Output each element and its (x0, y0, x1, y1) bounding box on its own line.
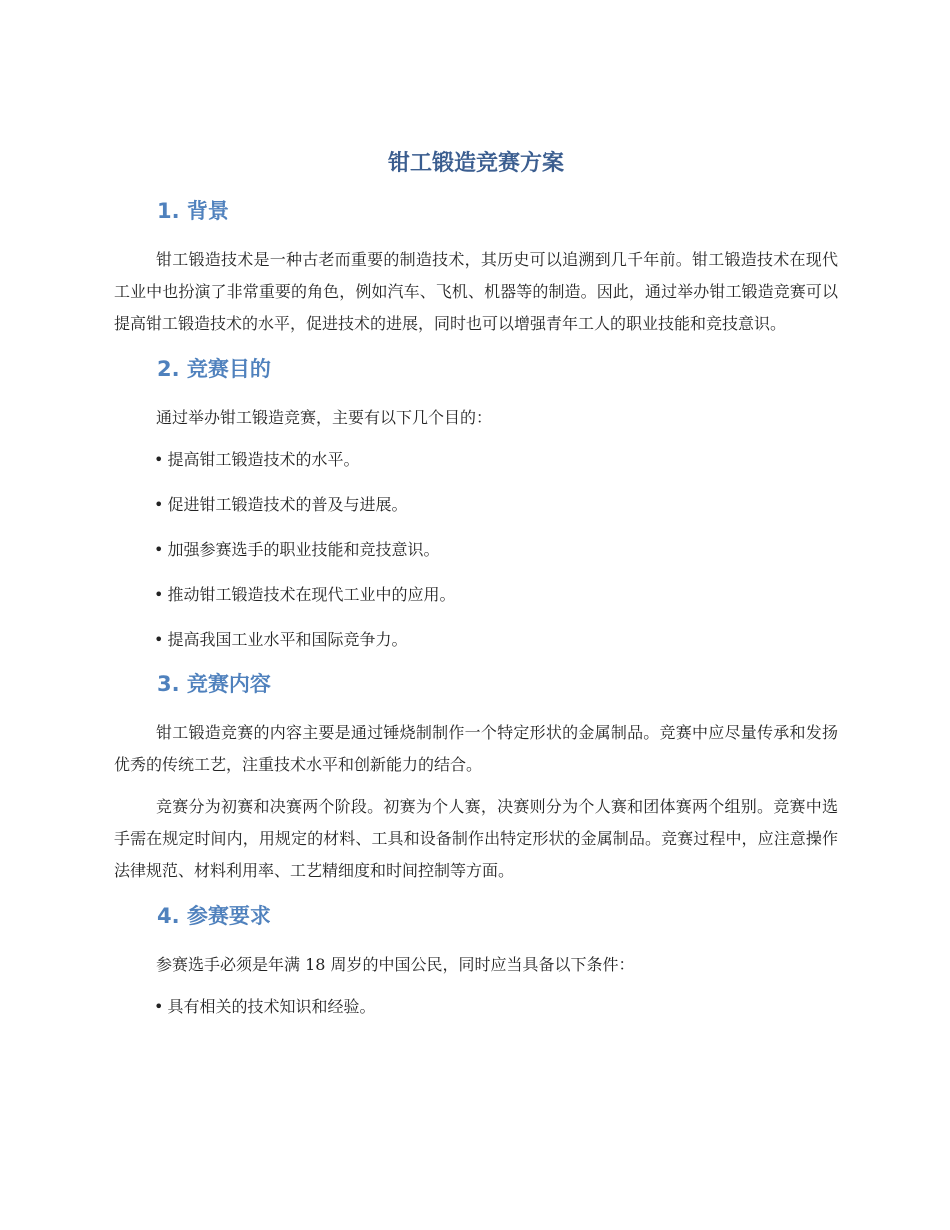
section-heading: 3. 竞赛内容 (157, 672, 271, 696)
paragraph: 竞赛分为初赛和决赛两个阶段。初赛为个人赛，决赛则分为个人赛和团体赛两个组别。竞赛中选手需在规定时间内，用规定的材料、工具和设备制作出特定形状的金属制品。竞赛过程中，应注意操作法律规范、材料利用率、工艺精细度和时间控制等方面。 (114, 797, 838, 880)
list-item (154, 489, 838, 521)
paragraph: 通过举办钳工锻造竞赛，主要有以下几个目的： (156, 408, 493, 427)
list-item-text: 提高钳工锻造技术的水平。 (167, 450, 360, 469)
list-item (154, 534, 838, 566)
bullet-icon: • (154, 495, 164, 514)
section-purpose (114, 354, 838, 656)
section-background (114, 196, 838, 340)
document-page (114, 148, 838, 1036)
section-content (114, 669, 838, 887)
document-title: 钳工锻造竞赛方案 (387, 151, 564, 176)
list-item-text: 具有相关的技术知识和经验。 (167, 997, 376, 1016)
section-heading: 2. 竞赛目的 (157, 357, 271, 381)
paragraph: 参赛选手必须是年满 18 周岁的中国公民，同时应当具备以下条件： (156, 955, 635, 974)
list-item-text: 推动钳工锻造技术在现代工业中的应用。 (167, 585, 456, 604)
section-heading: 4. 参赛要求 (157, 904, 271, 928)
bullet-icon: • (154, 585, 164, 604)
section-requirements (114, 901, 838, 1023)
section-heading: 1. 背景 (157, 199, 229, 223)
list-item-text: 促进钳工锻造技术的普及与进展。 (167, 495, 408, 514)
list-item (154, 579, 838, 611)
list-item (154, 991, 838, 1023)
list-item-text: 提高我国工业水平和国际竞争力。 (167, 630, 408, 649)
bullet-icon: • (154, 540, 164, 559)
bullet-icon: • (154, 630, 164, 649)
list-item (154, 624, 838, 656)
paragraph: 钳工锻造竞赛的内容主要是通过锤烧制制作一个特定形状的金属制品。竞赛中应尽量传承和发扬优秀的传统工艺，注重技术水平和创新能力的结合。 (114, 723, 838, 774)
list-item (154, 444, 838, 476)
bullet-icon: • (154, 450, 164, 469)
paragraph: 钳工锻造技术是一种古老而重要的制造技术，其历史可以追溯到几千年前。钳工锻造技术在现代工业中也扮演了非常重要的角色，例如汽车、飞机、机器等的制造。因此，通过举办钳工锻造竞赛可以提高钳工锻造技术的水平，促进技术的进展，同时也可以增强青年工人的职业技能和竞技意识。 (114, 250, 838, 333)
bullet-icon: • (154, 997, 164, 1016)
list-item-text: 加强参赛选手的职业技能和竞技意识。 (167, 540, 440, 559)
